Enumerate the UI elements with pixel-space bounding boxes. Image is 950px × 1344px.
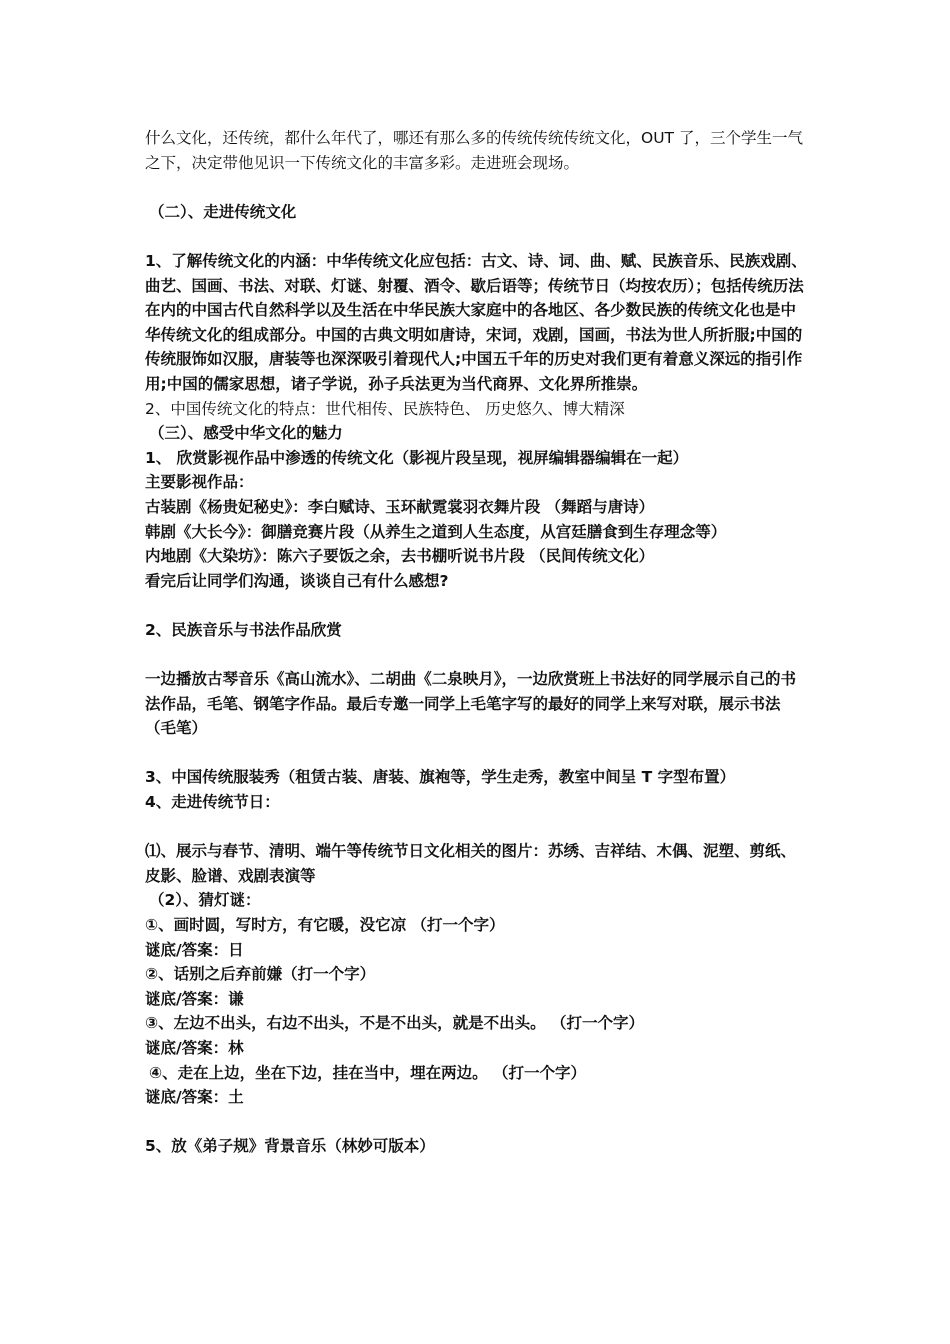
spacer	[145, 224, 807, 249]
riddle-1-question: ①、画时圆，写时方，有它暖，没它凉 （打一个字）	[145, 916, 505, 934]
works-heading: 主要影视作品：	[145, 473, 254, 492]
music-paragraph: 一边播放古琴音乐《高山流水》、二胡曲《二泉映月》，一边欣赏班上书法好的同学展示自己的书法作品，毛笔、钢笔字作品。最后专邀一同学上毛笔字写的最好的同学上来写对联，展示书法（毛笔）	[145, 670, 797, 738]
riddle-1-answer: 谜底/答案：日	[145, 940, 244, 959]
s3-item1: 1、 欣赏影视作品中渗透的传统文化（影视片段呈现，视屏编辑器编辑在一起）	[145, 448, 689, 467]
spacer	[145, 642, 807, 667]
s3-item5: 5、放《弟子规》背景音乐（林妙可版本）	[145, 1137, 435, 1156]
festival-item-2: （2）、猜灯谜：	[149, 891, 261, 910]
riddle-2-question: ②、话别之后弃前嫌（打一个字）	[145, 965, 376, 984]
festival-item-1: ⑴、展示与春节、清明、端午等传统节日文化相关的图片：苏绣、吉祥结、木偶、泥塑、剪纸、皮影、脸谱、戏剧表演等	[145, 842, 797, 885]
section-heading-2: （二）、走进传统文化	[149, 202, 297, 221]
spacer	[145, 741, 807, 766]
intro-paragraph: 什么文化，还传统，都什么年代了，哪还有那么多的传统传统传统文化，OUT 了，三个学生一气之下，决定带他见识一下传统文化的丰富多彩。走进班会现场。	[145, 129, 803, 172]
section-heading-3: （三）、感受中华文化的魅力	[149, 424, 343, 443]
document-body	[145, 126, 807, 1159]
riddle-3-answer: 谜底/答案：林	[145, 1038, 244, 1057]
riddle-4-answer: 谜底/答案：土	[145, 1088, 244, 1107]
s3-item4: 4、走进传统节日：	[145, 793, 280, 812]
after-watch-text: 看完后让同学们沟通，谈谈自己有什么感想?	[145, 571, 449, 590]
work-item-2: 韩剧《大长今》：御膳竞赛片段（从养生之道到人生态度，从宫廷膳食到生存理念等）	[145, 522, 727, 541]
s3-item3: 3、中国传统服装秀（租赁古装、唐装、旗袍等，学生走秀，教室中间呈 T 字型布置）	[145, 768, 736, 787]
item1-paragraph: 1、了解传统文化的内涵：中华传统文化应包括：古文、诗、词、曲、赋、民族音乐、民族戏剧、曲艺、国画、书法、对联、灯谜、射覆、酒令、歇后语等；传统节日（均按农历）；包括传统历法在内的中国古代自然科学以及生活在中华民族大家庭中的各地区、各少数民族的传统文化也是中华传统文化的组成部分。中国的古典文明如唐诗，宋词，戏剧，国画，书法为世人所折服;中国的传统服饰如汉服，唐装等也深深吸引着现代人;中国五千年的历史对我们更有着意义深远的指引作用;中国的儒家思想，诸子学说，孙子兵法更为当代商界、文化界所推崇。	[145, 251, 807, 393]
spacer	[145, 1110, 807, 1135]
spacer	[145, 815, 807, 840]
spacer	[145, 175, 807, 200]
riddle-3-question: ③、左边不出头，右边不出头，不是不出头，就是不出头。 （打一个字）	[145, 1014, 645, 1033]
item2-paragraph: 2、中国传统文化的特点：世代相传、民族特色、 历史悠久、博大精深	[145, 399, 625, 418]
work-item-3: 内地剧《大染坊》：陈六子要饭之余，去书棚听说书片段 （民间传统文化）	[145, 547, 655, 566]
work-item-1: 古装剧《杨贵妃秘史》：李白赋诗、玉环献霓裳羽衣舞片段 （舞蹈与唐诗）	[145, 497, 655, 516]
spacer	[145, 593, 807, 618]
riddle-4-question: ④、走在上边，坐在下边，挂在当中，埋在两边。 （打一个字）	[149, 1063, 587, 1082]
s3-item2: 2、民族音乐与书法作品欣赏	[145, 620, 342, 639]
riddle-2-answer: 谜底/答案：谦	[145, 989, 244, 1008]
